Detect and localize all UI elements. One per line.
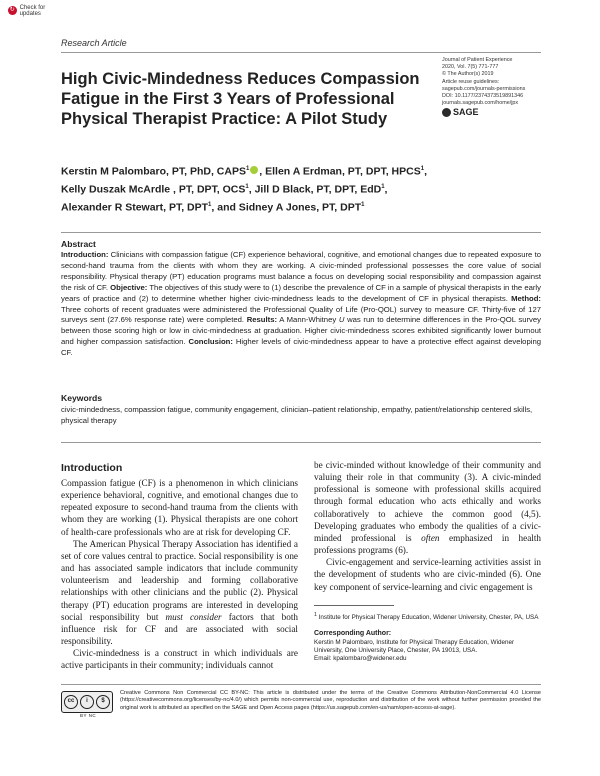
divider [61, 442, 541, 443]
author-line: Alexander R Stewart, PT, DPT$^1$, and Sidney A Jones, PT, DPT$^1$ [61, 201, 365, 214]
keywords-heading: Keywords [61, 393, 103, 403]
cc-license-badge[interactable] [61, 691, 113, 713]
paragraph: Civic-engagement and service-learning activities assist in the development of students who are civic-minded (6). One key component of service-learning and civic engagement is [314, 557, 541, 592]
cc-labels: BY NC [80, 713, 97, 718]
paragraph: The American Physical Therapy Association has identified a set of core values central to practice. Social responsibility is one and has associated sample indicators that include community volunteerism and leadership and forming collaborative relationships with other clinicians and the public (2). Physical therapy (PT) education programs are interested in developing social responsibility but must consider factors that both influence risk for CF and are associated with social responsibility. [61, 538, 299, 647]
footnote-divider [314, 605, 394, 606]
author-line: Kelly Duszak McArdle , PT, DPT, OCS$^1$, Jill D Black, PT, DPT, EdD$^1$, [61, 183, 388, 196]
divider [61, 232, 541, 233]
permissions-link[interactable]: sagepub.com/journals-permissions [442, 85, 526, 92]
sage-disc-icon [442, 108, 451, 117]
author-line: Kerstin M Palombaro, PT, PhD, CAPS$^1$ , Ellen A Erdman, PT, DPT, HPCS$^1$, [61, 165, 427, 178]
section-heading-introduction: Introduction [61, 462, 123, 474]
paragraph: Civic-mindedness is a construct in which individuals are active participants in their community; individuals cannot [61, 648, 298, 671]
reuse-label: Article reuse guidelines: [442, 78, 500, 85]
paragraph: Compassion fatigue (CF) is a phenomenon in which clinicians experience behavioral, cognitive, and emotional changes due to repeated exposure to second-hand trauma from the clients with whom they are working (1). Physical therapists are one cohort of health-care professionals who are at risk for developing CF. [61, 478, 298, 537]
abstract-text: Introduction: Clinicians with compassion fatigue (CF) experience behavioral, cognitive, and emotional changes due to repeated exposure to second-hand trauma from the clients with whom they are working. A civic-minded professional possesses the core value of social responsibility. Physical therapy (PT) education programs must balance a focus on developing social responsibility and compassion against the risk of CF. Objective: The objectives of this study were to (1) describe the prevalence of CF in a sample of physical therapists in the early years of practice and (2) to determine whether higher civic-mindedness leads to the development of CF in physical therapists. Method: Three cohorts of recent graduates were administered the Professional Quality of Life (Pro-QOL) survey to measure CF. Thirty-five of 127 surveys sent (27.6% response rate) were completed. Results: A Mann-Whitney U was run to determine differences in the Pro-QOL survey between those scoring high or low in civic-mindedness at graduation. Higher civic-mindedness scores exhibited significantly lower burnout and higher compassion satisfaction. Conclusion: Higher levels of civic-mindedness appear to have a protective effect against developing CF. [61, 250, 542, 358]
badge-label: Check for updates [19, 4, 46, 17]
corresponding-author: Kerstin M Palombaro, Institute for Physical Therapy Education, Widener University, One University Place, Chester, PA 19013, USA. [314, 638, 515, 654]
divider [61, 684, 541, 685]
article-type: Research Article [61, 38, 127, 48]
body-column-right [314, 459, 541, 593]
by-icon: i [80, 695, 94, 709]
doi[interactable]: DOI: 10.1177/2374373519891346 [442, 93, 524, 100]
journal-volume: 2020, Vol. 7(5) 771-777 [442, 64, 499, 71]
paragraph: be civic-minded without knowledge of their community and valuing their role in that community (3). A civic-minded professional is someone with professional skills acquired through formal education who acts ethically and works collaboratively to achieve the common good (4,5). Developing graduates who embody the qualities of a civic-minded professional is often emphasized in health professions programs (6). [314, 460, 541, 556]
license-text: Creative Commons Non Commercial CC BY-NC: This article is distributed under the terms of the Creative Commons Attribution-NonCommercial 4.0 License (https://creativecommons.org/licenses/by-nc/4.0/) which permits non-commercial use, reproduction and distribution of the work without further permission provided the original work is attributed as specified on the SAGE and Open Access pages (https://us.sagepub.com/en-us/nam/open-access-at-sage). [120, 690, 541, 711]
orcid-icon[interactable] [250, 166, 258, 174]
author-list [61, 162, 521, 216]
cc-icon: cc [64, 695, 78, 709]
sage-logo [442, 108, 572, 117]
footnote [314, 611, 541, 664]
journal-home-link[interactable]: journals.sagepub.com/home/jpx [442, 100, 519, 107]
keywords-text: civic-mindedness, compassion fatigue, community engagement, clinician–patient relationship, empathy, patient/relationship centered skills, physical therapy [61, 405, 533, 425]
article-title: High Civic-Mindedness Reduces Compassion Fatigue in the First 3 Years of Professional Physical Therapist Practice: A Pilot Study [61, 70, 420, 128]
journal-info [442, 57, 572, 117]
email-link[interactable]: Email: kpalombaro@widener.edu [314, 655, 407, 663]
publisher-name: SAGE [453, 107, 479, 118]
affiliation: $^1$ Institute for Physical Therapy Education, Widener University, Chester, PA, USA [314, 612, 539, 622]
body-column-left [61, 477, 298, 672]
update-icon: ↻ [9, 7, 15, 13]
copyright: © The Author(s) 2019 [442, 71, 494, 78]
check-for-updates-badge[interactable] [8, 4, 66, 17]
divider [61, 52, 541, 53]
corresponding-author-heading: Corresponding Author: [314, 630, 392, 638]
journal-name: Journal of Patient Experience [442, 57, 513, 63]
abstract-heading: Abstract [61, 239, 96, 249]
nc-icon: $ [96, 695, 110, 709]
